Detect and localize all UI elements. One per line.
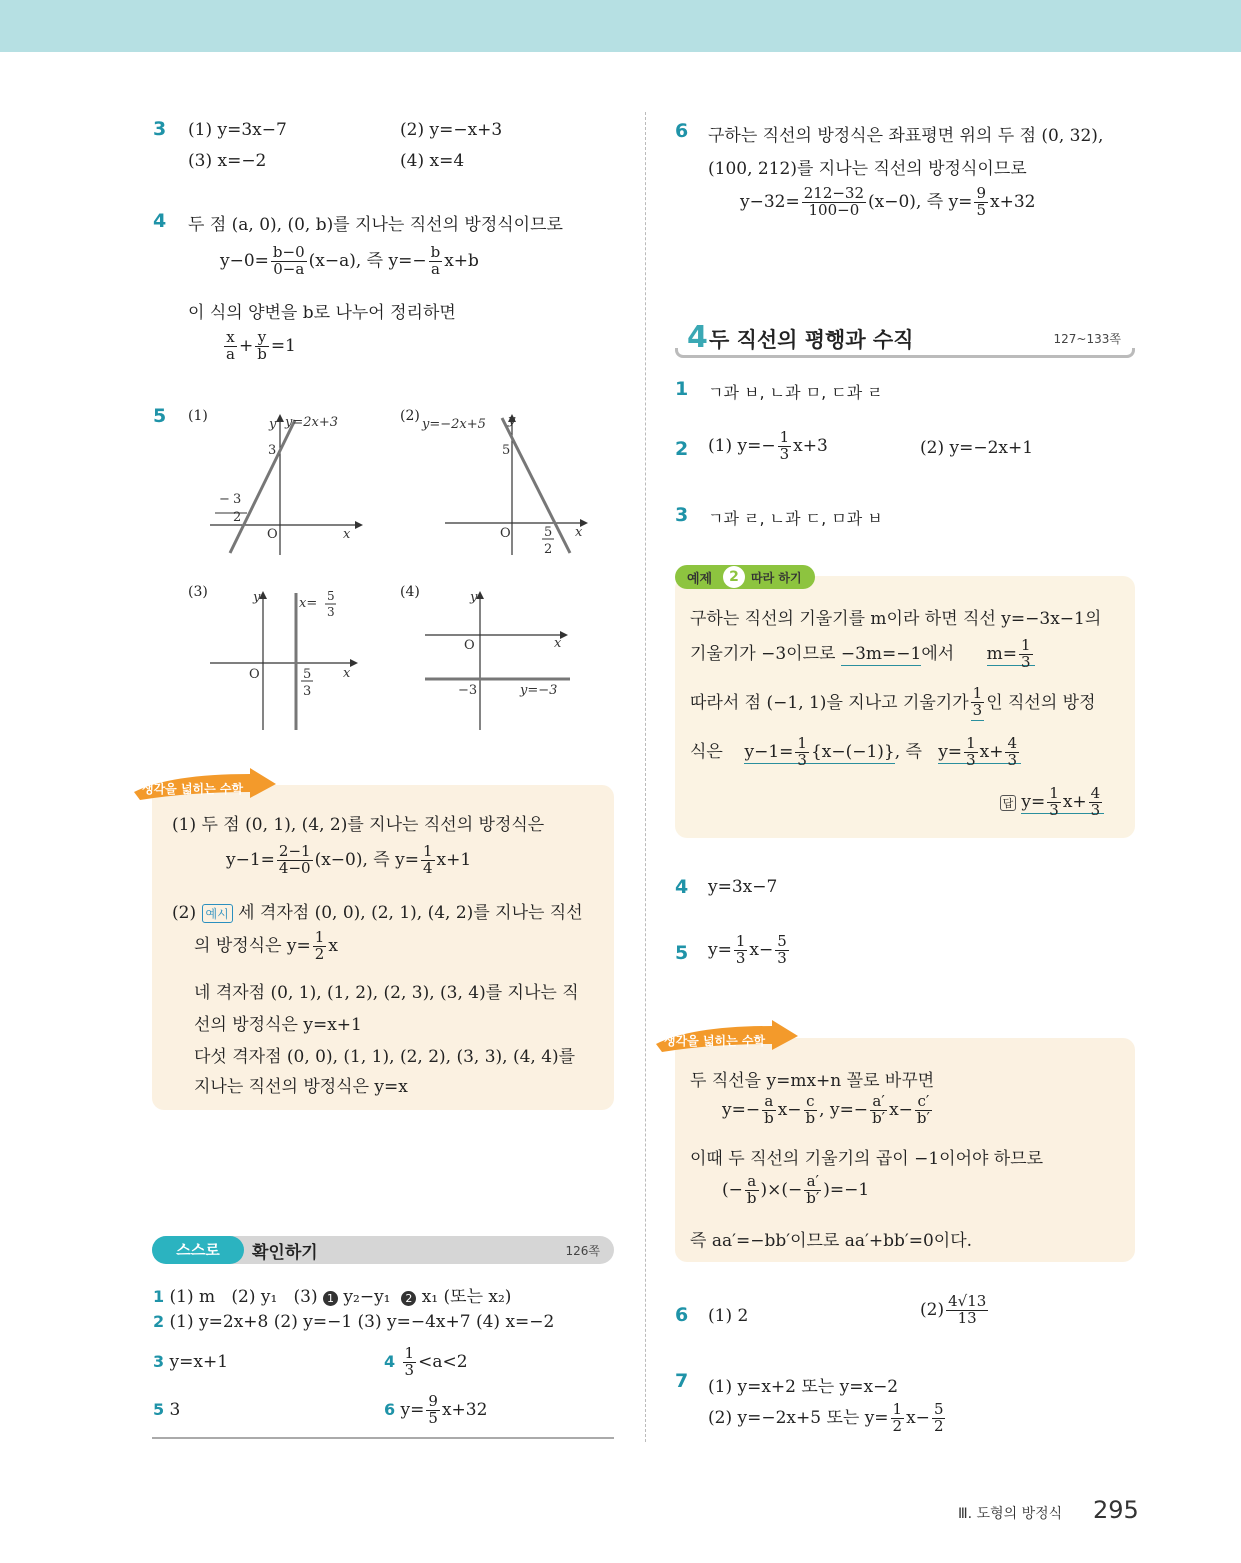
sc-r3a-text: y=x+1: [169, 1352, 229, 1372]
footer-chapter: Ⅲ. 도형의 방정식: [958, 1506, 1063, 1522]
left-bottom-line: [152, 1437, 614, 1439]
sc-r2-num: 2: [153, 1312, 165, 1331]
r-a5-fd: 3: [735, 948, 746, 967]
example-tag-pre: 예제: [687, 572, 713, 587]
r-a6-fn: 4√13: [948, 1292, 987, 1310]
r-a5-text: [708, 934, 791, 967]
graph3-x-label: x: [343, 666, 351, 681]
column-divider: [645, 112, 646, 1442]
think-l4-fn: 1: [314, 928, 325, 946]
r-q6-f2d: 5: [976, 200, 986, 219]
think2-l2-frac2: [804, 1094, 818, 1127]
r-a6-p2-label: (2): [920, 1299, 945, 1320]
think-l5: 네 격자점 (0, 1), (1, 2), (2, 3), (3, 4)를 지나는 직: [194, 983, 579, 1003]
graph1-frac-num: 3: [233, 492, 242, 507]
think2-l4-fn: a: [745, 1174, 759, 1191]
example-l4-b: {x−(−1)}: [810, 741, 895, 762]
sc-r4b-post: x+32: [441, 1399, 488, 1420]
think2-l2-f2n: c: [804, 1094, 818, 1111]
think-ribbon-left-text: 생각을 넓히는 수학: [142, 782, 244, 796]
q3-number: 3: [153, 118, 167, 140]
r-q6-fn: 212−32: [803, 184, 865, 202]
graph1-minus: −: [219, 492, 230, 507]
q4-eq-frac2-den: a: [430, 259, 440, 278]
graph-4: [420, 585, 585, 735]
think2-l2-frac: [762, 1094, 776, 1127]
q4-res-frac1: [224, 330, 237, 363]
think-l2-frac2: [421, 844, 435, 877]
think2-l2: [722, 1094, 934, 1127]
think2-l2-fd: b: [764, 1108, 774, 1127]
example-header-pill: [675, 565, 815, 589]
example-l3-pre: 따라서 점 (−1, 1)을 지나고 기울기가: [690, 692, 969, 713]
think-l4-post: x: [328, 935, 338, 956]
q3-part1: (1) y=3x−7: [188, 120, 287, 140]
selfcheck-title: 확인하기: [252, 1243, 318, 1263]
example-ans-fn: 1: [1049, 784, 1059, 802]
example-tag-post: 따라 하기: [751, 571, 802, 585]
think-l2-mid: (x−0), 즉 y=: [314, 849, 419, 870]
think2-l2-m: x−: [777, 1099, 802, 1120]
think-l2-fn: 2−1: [278, 842, 311, 860]
r-a7-line1: (1) y=x+2 또는 y=x−2: [708, 1377, 899, 1397]
think-l6: 선의 방정식은 y=x+1: [194, 1015, 362, 1035]
graph2-frac-num: 5: [544, 525, 553, 540]
r-q6-pre: y−32=: [740, 191, 800, 212]
r-a2-frac: [778, 430, 792, 463]
graph-3: [205, 585, 365, 735]
think-l2-pre: y−1=: [226, 849, 275, 870]
think2-l2-f2d: b: [805, 1108, 816, 1127]
think2-l2-pre: y=−: [722, 1099, 761, 1120]
think-l2-frac: [277, 844, 313, 877]
graph1-line-label: y=2x+3: [285, 415, 339, 430]
example-l2-pre: 기울기가 −3이므로: [690, 643, 836, 664]
q4-eq-mid: (x−a), 즉 y=−: [308, 250, 427, 271]
r-q6-equation: [740, 186, 1035, 219]
example-l2-m-group: [986, 636, 1035, 671]
sc-r1-e: x₁ (또는 x₂): [421, 1287, 512, 1307]
example-l2-ul: −3m=−1: [840, 643, 922, 664]
think-l2-post: x+1: [436, 849, 472, 870]
think2-l4-f2d: b′: [806, 1188, 820, 1207]
think-ribbon-right-text: 생각을 넓히는 수학: [664, 1034, 766, 1048]
graph2-origin: O: [500, 526, 511, 541]
q4-line1: 두 점 (a, 0), (0, b)를 지나는 직선의 방정식이므로: [188, 215, 563, 235]
think2-l2-m2: x−: [889, 1099, 913, 1120]
q5-part3-label: (3): [188, 584, 208, 600]
selfcheck-row1: [153, 1282, 511, 1307]
think-l8: 지나는 직선의 방정식은 y=x: [194, 1077, 408, 1097]
r-a7-fd: 2: [892, 1416, 903, 1435]
example-tag-num: 2: [723, 566, 745, 588]
example-answer: [1000, 786, 1104, 819]
graph2-line-label: y=−2x+5: [422, 417, 486, 432]
think2-l2-c: , y=−: [819, 1099, 869, 1120]
q3-part3: (3) x=−2: [188, 151, 267, 171]
selfcheck-tag: 스스로: [152, 1236, 244, 1264]
r-a6-fd: 13: [957, 1308, 977, 1327]
selfcheck-row2: [153, 1312, 554, 1332]
q4-eq-pre: y−0=: [220, 250, 269, 271]
selfcheck-row4a: [153, 1400, 180, 1420]
q4-number: 4: [153, 210, 167, 232]
think-l4-fd: 2: [314, 944, 325, 963]
think2-l4-fd: b: [746, 1188, 757, 1207]
selfcheck-row4b: [384, 1394, 487, 1427]
q3-part4: (4) x=4: [400, 151, 465, 171]
r-a6-number: 6: [675, 1304, 689, 1326]
r-a5-f2d: 3: [777, 948, 787, 967]
example-answer-ul: [1021, 784, 1104, 819]
selfcheck-header: [152, 1236, 614, 1264]
example-l4-fn: 1: [797, 734, 807, 752]
r-q6-frac2: [974, 186, 988, 219]
think2-l1: 두 직선을 y=mx+n 꼴로 바꾸면: [690, 1071, 935, 1091]
example-l4-frac3: [1005, 736, 1019, 769]
sc-r4a-text: 3: [169, 1400, 181, 1420]
graph3-label-num: 5: [327, 589, 335, 603]
r-a2-post: x+3: [793, 435, 828, 456]
example-l4-ul1: [744, 734, 895, 769]
q4-res-plus: +: [238, 335, 254, 356]
graph1-y-label: y: [269, 417, 277, 432]
r-q6-f2n: 9: [976, 184, 986, 202]
selfcheck-row3b: [384, 1346, 468, 1379]
graph4-line-label: y=−3: [520, 683, 558, 698]
example-l4-fd: 3: [797, 750, 807, 769]
example-ans-frac2: [1089, 786, 1103, 819]
q5-part2-label: (2): [400, 408, 420, 424]
r-a3-text: ㄱ과 ㄹ, ㄴ과 ㄷ, ㅁ과 ㅂ: [708, 509, 883, 528]
example-l3-fd: 3: [972, 700, 983, 719]
r-a7-f2d: 2: [933, 1416, 944, 1435]
q4-eq-frac2-num: b: [430, 243, 441, 261]
selfcheck-page: 126쪽: [565, 1244, 600, 1258]
sc-r1-b: (2) y₁: [231, 1287, 278, 1307]
graph3-frac-den: 3: [303, 684, 312, 699]
footer-page-number: 295: [1093, 1496, 1139, 1524]
graph3-frac-num: 5: [303, 667, 312, 682]
sc-r4b-fn: 9: [428, 1392, 438, 1410]
selfcheck-row3a: [153, 1352, 228, 1372]
r-q6-line2: (100, 212)를 지나는 직선의 방정식이므로: [708, 159, 1027, 179]
example-ans-mid: x+: [1062, 791, 1087, 812]
graph3-origin: O: [249, 667, 260, 682]
example-ans-f2n: 4: [1090, 784, 1101, 802]
r-a2-fn: 1: [779, 428, 790, 446]
r-a7-line2: [708, 1402, 947, 1435]
example-l2-fd: 3: [1020, 652, 1031, 671]
r-a2-part1: [708, 430, 828, 463]
sc-r3b-text: <a<2: [418, 1351, 468, 1372]
r-a5-number: 5: [675, 942, 689, 964]
q4-line2: 이 식의 양변을 b로 나누어 정리하면: [188, 303, 456, 323]
think2-l4-b: )×(−: [760, 1179, 803, 1200]
think-l2-fd: 4−0: [278, 858, 311, 877]
q4-res-f1d: a: [226, 344, 235, 363]
graph3-label-den: 3: [327, 605, 335, 619]
sc-r3b-fn: 1: [404, 1344, 415, 1362]
think-l3-pre: (2): [172, 903, 197, 923]
example-l4-frac2: [964, 736, 978, 769]
r-a7-f2n: 5: [933, 1400, 944, 1418]
q4-eq-post: x+b: [444, 250, 479, 271]
example-ans-frac: [1047, 786, 1061, 819]
graph4-x-label: x: [554, 636, 562, 651]
example-l4-f3d: 3: [1007, 750, 1017, 769]
sc-r3b-fd: 3: [404, 1360, 415, 1379]
q3-part2: (2) y=−x+3: [400, 120, 503, 140]
graph1-tick-3: 3: [268, 443, 277, 458]
think-l2-f2d: 4: [422, 858, 433, 877]
example-l4-pre: 식은: [690, 741, 723, 762]
example-l2-mid: 에서: [921, 643, 955, 664]
section-title: 두 직선의 평행과 수직: [709, 328, 914, 352]
example-l3-post: 인 직선의 방정: [986, 692, 1096, 713]
graph2-y-label: y: [508, 413, 516, 428]
r-a2-pre: (1) y=−: [708, 435, 776, 456]
r-q6-frac: [802, 186, 866, 219]
graph-1: [205, 410, 365, 560]
q4-equation: [220, 245, 479, 278]
r-a7-mid: x−: [906, 1407, 930, 1428]
think2-l5: 즉 aa′=−bb′이므로 aa′+bb′=0이다.: [690, 1231, 973, 1251]
example-l3: [690, 686, 1096, 721]
example-ans-pre: y=: [1021, 791, 1046, 812]
think2-l4: [722, 1174, 869, 1207]
q4-eq-frac2: [429, 245, 443, 278]
sc-r4b-num: 6: [384, 1399, 396, 1419]
r-q6-mid: (x−0), 즉 y=: [868, 191, 973, 212]
think-l2-f2n: 1: [422, 842, 433, 860]
think2-l4-f2n: a′: [804, 1174, 821, 1191]
section-number: 4: [687, 320, 708, 355]
r-a1-number: 1: [675, 378, 689, 400]
r-a5-pre: y=: [708, 939, 732, 960]
q4-eq-frac-num: b−0: [272, 243, 305, 261]
r-a5-f2n: 5: [777, 932, 787, 950]
r-a7-frac: [891, 1402, 905, 1435]
think2-l2-frac4: [915, 1094, 932, 1127]
think2-l2-f3n: a′: [870, 1094, 887, 1111]
graph3-y-label: y: [253, 590, 261, 605]
graph1-origin: O: [267, 527, 278, 542]
q5-number: 5: [153, 405, 167, 427]
example-l4-a: y−1=: [744, 741, 794, 762]
think2-l2-f3d: b′: [872, 1108, 886, 1127]
q4-res-eq: =1: [270, 335, 296, 356]
think-l4-pre: 의 방정식은 y=: [194, 935, 311, 956]
example-l2-m: m=: [986, 643, 1017, 664]
think2-l2-f4d: b′: [916, 1108, 930, 1127]
answer-mark-icon: 답: [1000, 795, 1016, 811]
example-l4-f3n: 4: [1007, 734, 1017, 752]
q4-result: [222, 330, 296, 363]
q4-eq-frac: [271, 245, 307, 278]
example-ans-fd: 3: [1049, 800, 1059, 819]
r-a7-number: 7: [675, 1370, 689, 1392]
example-l4-ul2: [938, 734, 1021, 769]
think2-l2-f4n: c′: [915, 1094, 932, 1111]
sc-r4b-frac: [426, 1394, 440, 1427]
section-page: 127~133쪽: [1053, 332, 1121, 346]
r-a5-frac2: [775, 934, 789, 967]
r-a6-frac: [946, 1294, 988, 1327]
think-l1: (1) 두 점 (0, 1), (4, 2)를 지나는 직선의 방정식은: [172, 815, 545, 835]
r-q6-line1: 구하는 직선의 방정식은 좌표평면 위의 두 점 (0, 32),: [708, 126, 1104, 146]
sc-r1-circle1: 1: [323, 1291, 338, 1306]
think-ribbon-left: [130, 766, 280, 806]
r-a7-fn: 1: [892, 1400, 903, 1418]
example-l4-f2d: 3: [966, 750, 976, 769]
think2-l3: 이때 두 직선의 기울기의 곱이 −1이어야 하므로: [690, 1149, 1044, 1169]
sc-r4a-num: 5: [153, 1400, 165, 1419]
q4-res-frac2: [255, 330, 269, 363]
think2-l2-frac3: [870, 1094, 887, 1127]
r-a6-part2: [920, 1294, 990, 1327]
think-ribbon-right: [652, 1018, 802, 1058]
r-q6-fd: 100−0: [808, 200, 860, 219]
graph-2: [420, 410, 595, 560]
think2-l4-frac: [745, 1174, 759, 1207]
r-a5-fn: 1: [735, 932, 746, 950]
graph4-y-label: y: [470, 590, 478, 605]
example-l2-fn: 1: [1020, 636, 1031, 654]
sc-r1-c: (3): [293, 1287, 318, 1307]
think-l2: [226, 844, 471, 877]
example-l4-c: y=: [938, 741, 963, 762]
r-a5-frac: [734, 934, 748, 967]
top-band: [0, 0, 1241, 52]
think-l7: 다섯 격자점 (0, 0), (1, 1), (2, 2), (3, 3), (4, 4)를: [194, 1047, 576, 1067]
graph4-origin: O: [464, 638, 475, 653]
r-a4-text: y=3x−7: [708, 877, 778, 897]
example-l4-f2n: 1: [966, 734, 976, 752]
sc-r1-num: 1: [153, 1287, 165, 1306]
r-a1-text: ㄱ과 ㅂ, ㄴ과 ㅁ, ㄷ과 ㄹ: [708, 383, 883, 402]
r-a2-part2: (2) y=−2x+1: [920, 438, 1034, 458]
sc-r4b-pre: y=: [400, 1399, 425, 1420]
graph4-tick: −3: [458, 683, 478, 698]
think-l4: [194, 930, 338, 963]
q4-res-f2n: y: [255, 330, 269, 347]
r-a5-mid: x−: [749, 939, 774, 960]
example-l4: [690, 736, 1021, 769]
example-l1: 구하는 직선의 기울기를 m이라 하면 직선 y=−3x−1의: [690, 609, 1102, 629]
sc-r4b-fd: 5: [428, 1408, 438, 1427]
example-l2: [690, 638, 1035, 671]
think2-l4-frac2: [804, 1174, 821, 1207]
sc-r2-text: (1) y=2x+8 (2) y=−1 (3) y=−4x+7 (4) x=−2: [169, 1312, 555, 1332]
r-q6-post: x+32: [989, 191, 1036, 212]
r-q6-number: 6: [675, 120, 689, 142]
think-l3: [172, 898, 583, 923]
example-tag: 예시: [202, 904, 233, 923]
sc-r3b-frac: [403, 1346, 417, 1379]
q4-eq-frac-den: 0−a: [273, 259, 305, 278]
q5-part4-label: (4): [400, 584, 420, 600]
graph1-frac-den: 2: [233, 510, 242, 525]
r-a6-part1: (1) 2: [708, 1306, 749, 1326]
r-a2-number: 2: [675, 438, 689, 460]
sc-r1-circle2: 2: [401, 1291, 416, 1306]
think-l4-frac: [313, 930, 327, 963]
graph2-tick-5: 5: [502, 443, 511, 458]
think2-l4-c: )=−1: [823, 1179, 870, 1200]
sc-r3b-num: 4: [384, 1351, 396, 1371]
r-a7-frac2: [932, 1402, 946, 1435]
r-a2-fd: 3: [779, 444, 790, 463]
q5-part1-label: (1): [188, 408, 208, 424]
graph3-line-label: x=: [299, 596, 318, 611]
example-l3-fn: 1: [972, 684, 983, 702]
q4-res-f1n: x: [224, 330, 237, 347]
r-a3-number: 3: [675, 504, 689, 526]
sc-r3a-num: 3: [153, 1352, 165, 1371]
example-ans-f2d: 3: [1090, 800, 1101, 819]
graph1-x-label: x: [343, 527, 351, 542]
think-l3-text: 세 격자점 (0, 0), (2, 1), (4, 2)를 지나는 직선: [238, 903, 583, 923]
example-l4-mid: , 즉: [894, 741, 922, 762]
think2-l4-a: (−: [722, 1179, 743, 1200]
example-l3-frac: [971, 686, 985, 721]
q4-res-f2d: b: [257, 344, 267, 363]
example-l4-d: x+: [979, 741, 1004, 762]
r-a4-number: 4: [675, 876, 689, 898]
section-header: [675, 320, 1135, 358]
example-l4-frac: [795, 736, 809, 769]
r-a7-pre: (2) y=−2x+5 또는 y=: [708, 1407, 889, 1428]
graph2-frac-den: 2: [544, 542, 553, 557]
think2-l2-fn: a: [762, 1094, 776, 1111]
sc-r1-a: (1) m: [169, 1287, 216, 1307]
sc-r1-d: y₂−y₁: [343, 1287, 391, 1307]
example-l2-frac: [1019, 638, 1033, 671]
graph2-x-label: x: [575, 525, 583, 540]
